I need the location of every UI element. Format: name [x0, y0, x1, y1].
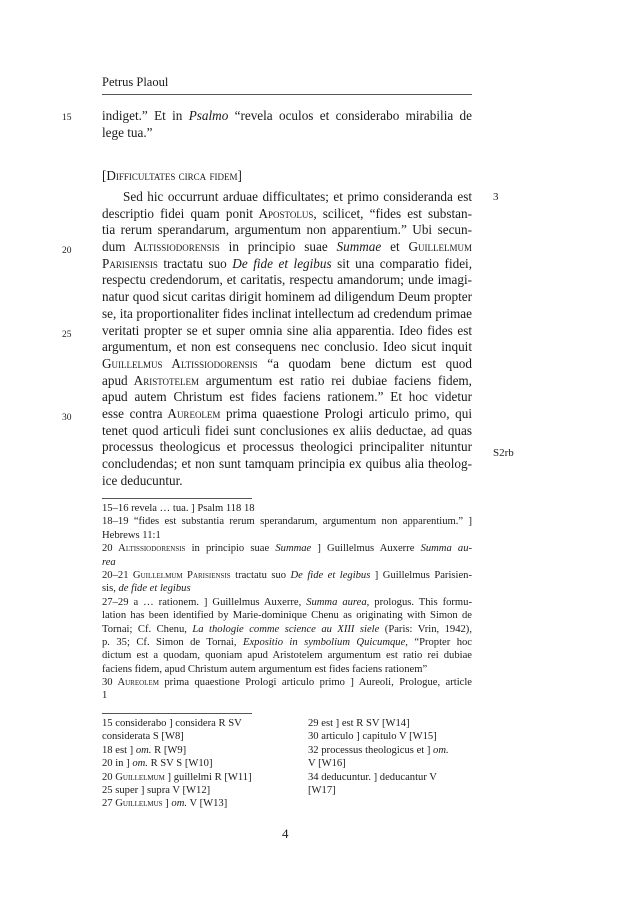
main-paragraph [102, 189, 472, 489]
text-line: dum Altissiodorensis in principio suae Summae et Guillelmum [102, 239, 472, 255]
apparatus-entry: 15 considerabo ] considera R SV [102, 718, 242, 729]
apparatus-entry: considerata S [W8] [102, 731, 184, 743]
text-line: respectu credendorum, et caritatis, respectu amandorum; unde imagi- [102, 272, 472, 288]
text-line: Guillelmus Altissiodorensis “a quodam bene dictum est quod [102, 355, 472, 371]
text-line: esse contra Aureolem prima quaestione Prologi articulo primo, qui [102, 405, 472, 421]
footnote-line: p. 35; Cf. Simon de Tornai, Expositio in symbolium Quicumque, “Propter hoc [102, 636, 472, 648]
text-line: argumentum, et non est consequens nec conclusio. Ideo sicut inquit [102, 339, 472, 355]
text-line: ice deducuntur. [102, 472, 183, 488]
line-number: 25 [62, 330, 72, 340]
apparatus-entry: 32 processus theologicus et ] om. [308, 744, 449, 756]
apparatus-left-column [102, 717, 252, 811]
apparatus-entry: [W17] [308, 784, 336, 796]
footnote-line: 30 Aureolem prima quaestione Prologi articulo primo ] Aureoli, Prologue, article [102, 677, 472, 689]
footnote-line: Tornai; Cf. Chenu, La thologie comme science au XIII siele (Paris: Vrin, 1942), [102, 623, 472, 635]
page-number: 4 [282, 826, 289, 841]
apparatus-entry: 20 in ] om. R SV S [W10] [102, 758, 213, 770]
apparatus-entry: 25 super ] supra V [W12] [102, 784, 211, 796]
footnote-line: 20–21 Guillelmum Parisiensis tractatu suo De fide et legibus ] Guillelmus Parisien- [102, 569, 472, 581]
section-title-close: ] [237, 168, 242, 183]
text-line: tia rerum sperandarum, argumentum non apparentium.” Ubi secun- [102, 222, 472, 238]
margin-note: S2rb [493, 447, 514, 459]
text-line: processus theologicus et processus theologici principaliter nituntur [102, 439, 472, 455]
text-line: tenet quod articuli fidei sunt conclusiones ex aliis deductae, ad quas [102, 422, 472, 438]
apparatus-entry: 18 est ] om. R [W9] [102, 744, 187, 756]
text-line: se, ita proportionaliter fides inclinat intellectum ad credendum primae [102, 305, 472, 321]
footnote-line: 27–29 a … rationem. ] Guillelmus Auxerre, Summa aurea, prologus. This formu- [102, 596, 472, 608]
apparatus-entry: 27 Guillelmus ] om. V [W13] [102, 798, 228, 810]
text-line: apud autem Christum est fides faciens rationem.” Et hoc videtur [102, 389, 472, 405]
text-line: concludendas; et non sunt tamquam principia ex quibus alia theolog- [102, 456, 472, 471]
text-line: Sed hic occurrunt arduae difficultates; et primo consideranda est [123, 189, 472, 204]
footnote-line: faciens fidem, apud Christum autem argumentum est fides faciens rationem” [102, 663, 428, 675]
footnote-line: sis, de fide et legibus [102, 583, 191, 595]
margin-note: 3 [493, 191, 499, 203]
text-line: indiget.” Et in Psalmo “revela oculos et considerabo mirabilia de [102, 108, 472, 123]
footnote-line: dictum est a quodam, quoniam apud Aristotelem argumentum est ratio rei dubiae [102, 650, 472, 662]
header-rule [102, 94, 472, 95]
footnote-line: 18–19 “fides est substantia rerum sperandarum, argumentum non apparentium.” ] [102, 516, 472, 528]
section-title-bracket: [D [102, 168, 116, 183]
text-line: apud Aristotelem argumentum est ratio rei dubiae faciens fidem, [102, 372, 472, 388]
footnote-line: 20 Altissiodorensis in principio suae Summae ] Guillelmus Auxerre Summa au- [102, 543, 473, 555]
footnote-line: 1 [102, 690, 108, 702]
section-title-text: ifficultates circa fidem [115, 168, 238, 183]
apparatus-entry: 29 est ] est R SV [W14] [308, 718, 410, 729]
line-number: 30 [62, 413, 72, 423]
opening-lines [102, 108, 472, 141]
apparatus-entry: 34 deducuntur. ] deducantur V [308, 771, 437, 783]
footnote-rule [102, 498, 252, 499]
apparatus-rule [102, 713, 252, 714]
text-line: descriptio fidei quam ponit Apostolus, scilicet, “fides est substan- [102, 205, 472, 221]
running-head: Petrus Plaoul [102, 75, 169, 89]
apparatus-entry: 30 articulo ] capitulo V [W15] [308, 731, 437, 743]
text-line: Parisiensis tractatu suo De fide et legibus sit una comparatio fidei, [102, 255, 473, 271]
apparatus-entry: V [W16] [308, 758, 346, 770]
footnote-line: Hebrews 11:1 [102, 529, 161, 541]
text-line: lege tua.” [102, 124, 153, 140]
text-line: veritati propter se et super omnia sine alia apparentia. Ideo fides est [102, 322, 472, 338]
line-number: 15 [62, 113, 72, 123]
section-title [102, 168, 242, 184]
line-number: 20 [62, 246, 72, 256]
source-footnotes [102, 502, 472, 703]
apparatus-right-column [308, 717, 449, 797]
text-line: natur quod sicut caritas dirigit hominem ad diligendum Deum propter [102, 289, 472, 305]
footnote-line: lation has been identified by Marie-dominique Chenu as originating with Simon de [102, 610, 472, 622]
footnote-line: rea [102, 556, 116, 568]
apparatus-entry: 20 Guillelmum ] guillelmi R [W11] [102, 771, 252, 783]
footnote-line: 15–16 revela … tua. ] Psalm 118 18 [102, 503, 255, 514]
